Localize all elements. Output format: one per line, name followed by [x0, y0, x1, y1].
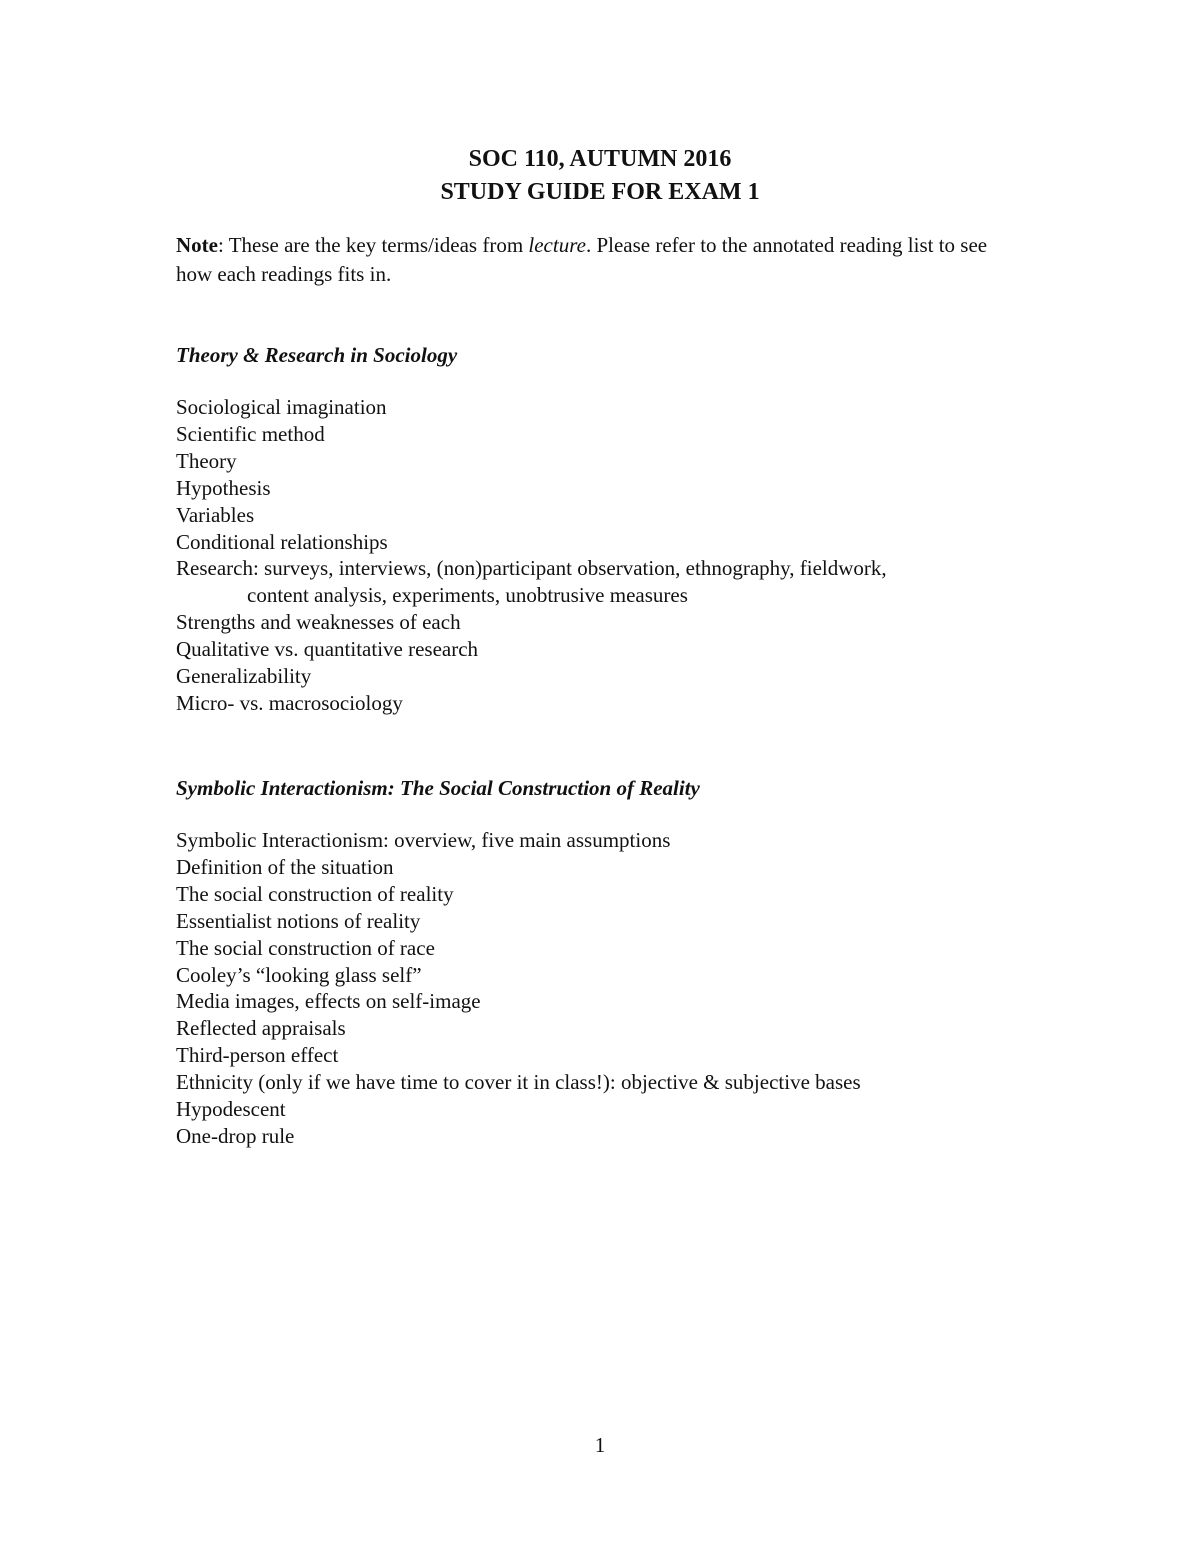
list-item: Sociological imagination: [176, 395, 387, 419]
list-item-continuation: content analysis, experiments, unobtrusive measures: [247, 583, 688, 608]
term-list-symbolic-interactionism: [176, 827, 861, 1150]
list-item: Conditional relationships: [176, 529, 388, 554]
list-item: Media images, effects on self-image: [176, 989, 481, 1014]
list-item: Essentialist notions of reality: [176, 908, 421, 933]
guide-title: STUDY GUIDE FOR EXAM 1: [440, 179, 760, 205]
list-item: Strengths and weaknesses of each: [176, 610, 461, 635]
list-item: Third-person effect: [176, 1043, 339, 1068]
list-item: Theory: [176, 448, 237, 473]
list-item: One-drop rule: [176, 1123, 295, 1148]
list-item: Scientific method: [176, 421, 325, 446]
list-item: Symbolic Interactionism: overview, five main assumptions: [176, 828, 671, 852]
list-item: Reflected appraisals: [176, 1016, 346, 1041]
list-item: Hypodescent: [176, 1097, 286, 1122]
note-emphasis: lecture: [528, 233, 586, 257]
term-list-theory-research: [176, 394, 887, 717]
page-number: 1: [594, 1433, 606, 1457]
list-item: The social construction of race: [176, 935, 435, 960]
section-heading-theory-research: Theory & Research in Sociology: [176, 343, 458, 367]
list-item: Variables: [176, 502, 255, 527]
list-item: Hypothesis: [176, 475, 271, 500]
list-item: Research: surveys, interviews, (non)participant observation, ethnography, fieldwork,: [176, 556, 887, 581]
list-item: Generalizability: [176, 664, 312, 689]
list-item: The social construction of reality: [176, 881, 454, 906]
section-heading-symbolic-interactionism: Symbolic Interactionism: The Social Construction of Reality: [176, 776, 700, 800]
list-item: Micro- vs. macrosociology: [176, 690, 403, 715]
note-paragraph: [176, 231, 1016, 289]
note-text-2: . Please refer to the annotated reading list to see how each readings fits in.: [176, 233, 988, 286]
list-item: Definition of the situation: [176, 854, 394, 879]
list-item: Qualitative vs. quantitative research: [176, 637, 479, 662]
list-item: Cooley’s “looking glass self”: [176, 962, 422, 987]
course-title: SOC 110, AUTUMN 2016: [468, 146, 732, 172]
note-label: Note: [176, 233, 218, 257]
note-text-1: : These are the key terms/ideas from: [217, 233, 529, 257]
list-item: Ethnicity (only if we have time to cover it in class!): objective & subjective bases: [176, 1070, 861, 1095]
